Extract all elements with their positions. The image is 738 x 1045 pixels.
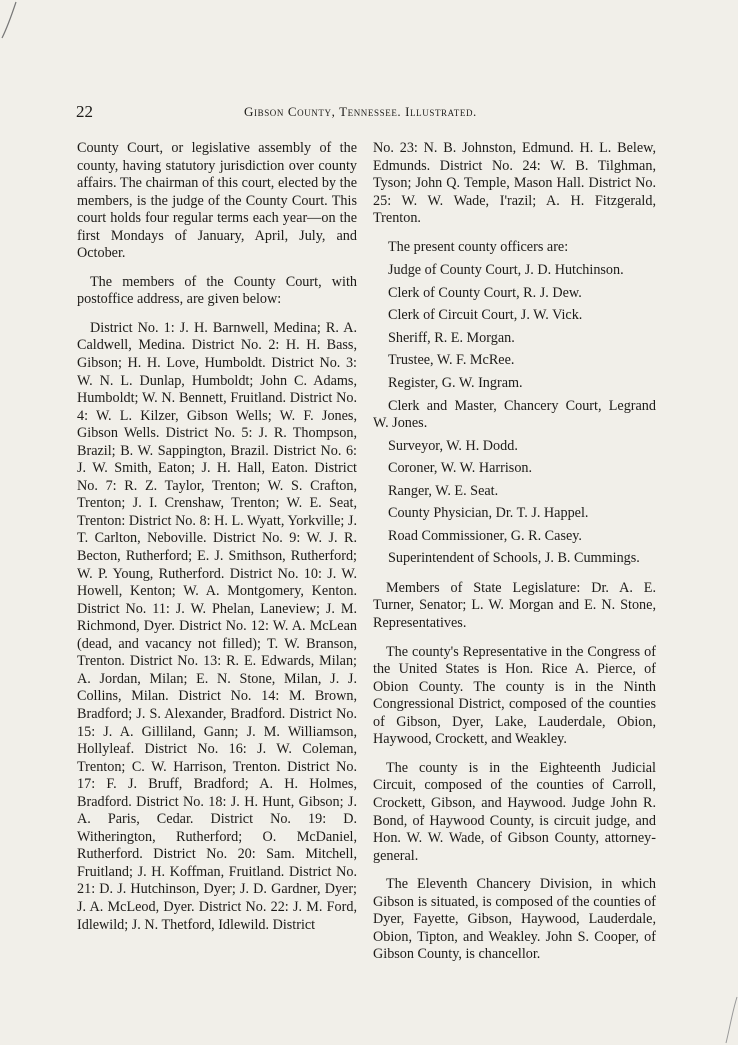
officer-entry: Ranger, W. E. Seat.: [388, 482, 499, 499]
officer-entry: Trustee, W. F. McRee.: [388, 352, 515, 369]
page-corner-crease-mark: [0, 0, 22, 40]
officer-entry: Clerk of Circuit Court, J. W. Vick.: [388, 307, 583, 324]
district-continuation-paragraph: No. 23: N. B. Johnston, Edmund. H. L. Belew, Edmunds. District No. 24: W. B. Tilghman, Tyson; John Q. Temple, Mason Hall. District No. 25: W. W. Wade, I'razil; A. H. Fitzgerald, Trenton.: [373, 140, 656, 227]
officer-entry: Superintendent of Schools, J. B. Cummings.: [388, 550, 640, 567]
officer-entry: Sheriff, R. E. Morgan.: [388, 329, 515, 346]
page-number: 22: [76, 102, 93, 121]
officer-entry: Clerk of County Court, R. J. Dew.: [388, 284, 582, 301]
left-column: [77, 140, 357, 945]
officer-entry: Road Commissioner, G. R. Casey.: [388, 527, 582, 544]
officer-entry: Judge of County Court, J. D. Hutchinson.: [388, 262, 624, 279]
officers-list: [373, 262, 656, 568]
district-members-paragraph: District No. 1: J. H. Barnwell, Medina; R. A. Caldwell, Medina. District No. 2: H. H. Bass, Gibson; H. H. Love, Humboldt. District No. 3: W. N. L. Dunlap, Humboldt; John C. Adams, Humboldt; W. N. Bennett, Fruitland. District No. 4: W. L. Kilzer, Gibson Wells; W. F. Jones, Gibson Wells. District No. 5: J. R. Thompson, Brazil; B. W. Sappington, Brazil. District No. 6: J. W. Smith, Eaton; J. H. Hall, Eaton. District No. 7: R. Z. Taylor, Trenton; W. S. Crafton, Trenton; J. I. Crenshaw, Trenton; W. E. Seat, Trenton: District No. 8: H. L. Wyatt, Yorkville; J. T. Carlton, Neboville. District No. 9: W. J. R. Becton, Rutherford; E. J. Smithson, Rutherford; W. P. Young, Rutherford. District No. 10: J. W. Howell, Kenton; W. A. Montgomery, Kenton. District No. 11: J. W. Phelan, Laneview; J. M. Richmond, Dyer. District No. 12: W. A. McLean (dead, and vacancy not filled); T. W. Branson, Trenton. District No. 13: R. E. Edwards, Milan; A. Jordan, Milan; E. N. Stone, Milan, J. J. Collins, Milan. District No. 14: M. Brown, Bradford; J. S. Alexander, Bradford. District No. 15: J. A. Gilliland, Gann; J. M. Williamson, Hollyleaf. District No. 16: J. W. Coleman, Trenton; C. W. Harrison, Trenton. District No. 17: F. J. Bruff, Bradford; A. H. Holmes, Bradford. District No. 18: J. H. Hunt, Gibson; J. A. Paris, Cedar. District No. 19: D. Witherington, Rutherford; O. McDaniel, Rutherford. District No. 20: Sam. Mitchell, Fruitland; J. H. Koffman, Fruitland. District No. 21: D. J. Hutchinson, Dyer; J. D. Gardner, Dyer; J. A. McLeod, Dyer. District No. 22: J. M. Ford, Idlewild; J. N. Thetford, Idlewild. District: [77, 319, 357, 933]
page-header: [76, 102, 664, 126]
officer-entry: Surveyor, W. H. Dodd.: [388, 437, 518, 454]
officer-entry: County Physician, Dr. T. J. Happel.: [388, 505, 589, 522]
officer-entry: Coroner, W. W. Harrison.: [388, 460, 533, 477]
running-title: Gibson County, Tennessee. Illustrated.: [244, 104, 477, 119]
chancery-division-paragraph: The Eleventh Chancery Division, in which Gibson is situated, is composed of the counties of Dyer, Fayette, Gibson, Haywood, Lauderdale, Obion, Tipton, and Weakley. John S. Cooper, of Gibson County, is chancellor.: [373, 876, 656, 963]
officer-entry: Register, G. W. Ingram.: [388, 375, 523, 392]
members-intro-paragraph: The members of the County Court, with postoffice address, are given below:: [77, 273, 357, 308]
congress-paragraph: The county's Representative in the Congress of the United States is Hon. Rice A. Pierce, of Obion County. The county is in the Ninth Congressional District, composed of the counties of Gibson, Dyer, Lake, Lauderdale, Obion, Haywood, Crockett, and Weakley.: [373, 643, 656, 748]
legislature-paragraph: Members of State Legislature: Dr. A. E. Turner, Senator; L. W. Morgan and E. N. Stone, Representatives.: [373, 579, 656, 632]
right-column: [373, 140, 656, 975]
officers-intro: The present county officers are:: [388, 238, 569, 255]
judicial-circuit-paragraph: The county is in the Eighteenth Judicial Circuit, composed of the counties of Carroll, Crockett, Gibson, and Haywood. Judge John R. Bond, of Haywood County, is circuit judge, and Hon. W. W. Wade, of Gibson County, attorney-general.: [373, 759, 656, 864]
officer-entry: Clerk and Master, Chancery Court, Legrand W. Jones.: [373, 397, 656, 432]
page-fold-mark: [708, 995, 738, 1045]
county-court-paragraph: County Court, or legislative assembly of the county, having statutory jurisdiction over county affairs. The chairman of this court, elected by the members, is the judge of the County Court. This court holds four regular terms each year—on the first Mondays of January, April, July, and October.: [77, 140, 357, 262]
